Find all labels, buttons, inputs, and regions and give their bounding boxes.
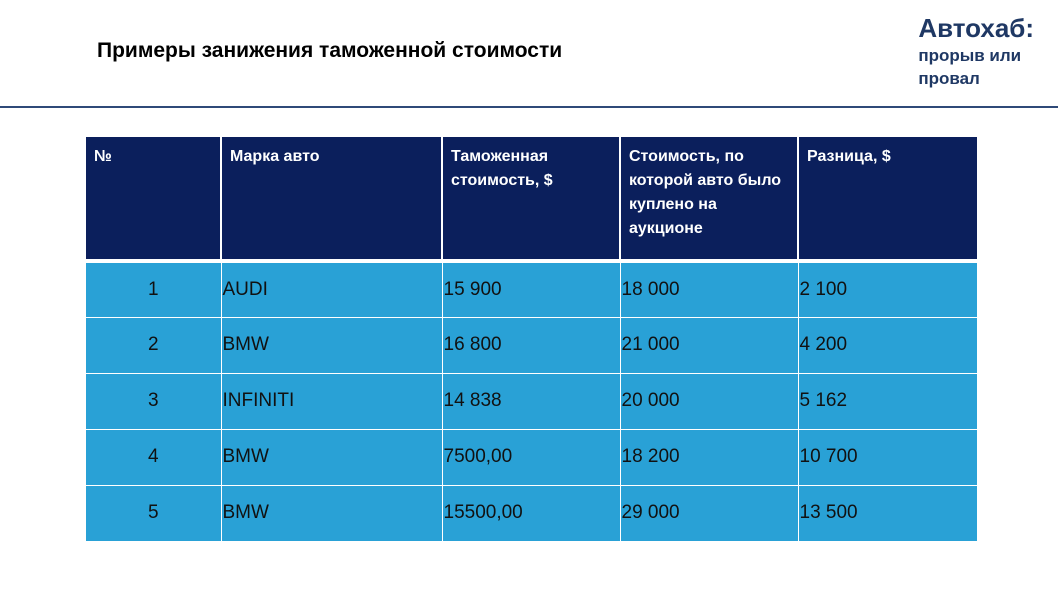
brand-title: Автохаб: bbox=[918, 13, 1034, 43]
cell-auction-price: 21 000 bbox=[620, 317, 798, 373]
header-difference: Разница, $ bbox=[798, 137, 977, 261]
cell-number: 5 bbox=[86, 485, 221, 541]
brand-subtitle-line2: провал bbox=[918, 69, 980, 88]
cell-difference: 2 100 bbox=[798, 261, 977, 317]
cell-number: 1 bbox=[86, 261, 221, 317]
cell-difference: 10 700 bbox=[798, 429, 977, 485]
cell-auction-price: 18 200 bbox=[620, 429, 798, 485]
cell-number: 4 bbox=[86, 429, 221, 485]
table-row bbox=[86, 485, 977, 541]
cell-car-brand: AUDI bbox=[221, 261, 442, 317]
brand-block bbox=[918, 12, 1034, 90]
header-auction-price: Стоимость, по которой авто было куплено на аукционе bbox=[620, 137, 798, 261]
cell-car-brand: INFINITI bbox=[221, 373, 442, 429]
cell-car-brand: BMW bbox=[221, 317, 442, 373]
cell-customs-value: 7500,00 bbox=[442, 429, 620, 485]
undervaluation-table bbox=[86, 137, 977, 541]
table-header-row bbox=[86, 137, 977, 261]
cell-number: 2 bbox=[86, 317, 221, 373]
cell-difference: 13 500 bbox=[798, 485, 977, 541]
cell-car-brand: BMW bbox=[221, 429, 442, 485]
brand-subtitle-line1: прорыв или bbox=[918, 46, 1022, 65]
cell-customs-value: 15500,00 bbox=[442, 485, 620, 541]
table-row bbox=[86, 261, 977, 317]
header-car-brand: Марка авто bbox=[221, 137, 442, 261]
cell-difference: 5 162 bbox=[798, 373, 977, 429]
header-customs-value: Таможенная стоимость, $ bbox=[442, 137, 620, 261]
header-number: № bbox=[86, 137, 221, 261]
table-row bbox=[86, 429, 977, 485]
cell-number: 3 bbox=[86, 373, 221, 429]
cell-customs-value: 16 800 bbox=[442, 317, 620, 373]
cell-auction-price: 29 000 bbox=[620, 485, 798, 541]
cell-customs-value: 15 900 bbox=[442, 261, 620, 317]
cell-customs-value: 14 838 bbox=[442, 373, 620, 429]
cell-auction-price: 20 000 bbox=[620, 373, 798, 429]
cell-car-brand: BMW bbox=[221, 485, 442, 541]
header-divider bbox=[0, 106, 1058, 108]
cell-auction-price: 18 000 bbox=[620, 261, 798, 317]
slide-title: Примеры занижения таможенной стоимости bbox=[97, 39, 563, 62]
cell-difference: 4 200 bbox=[798, 317, 977, 373]
table-row bbox=[86, 373, 977, 429]
table-row bbox=[86, 317, 977, 373]
